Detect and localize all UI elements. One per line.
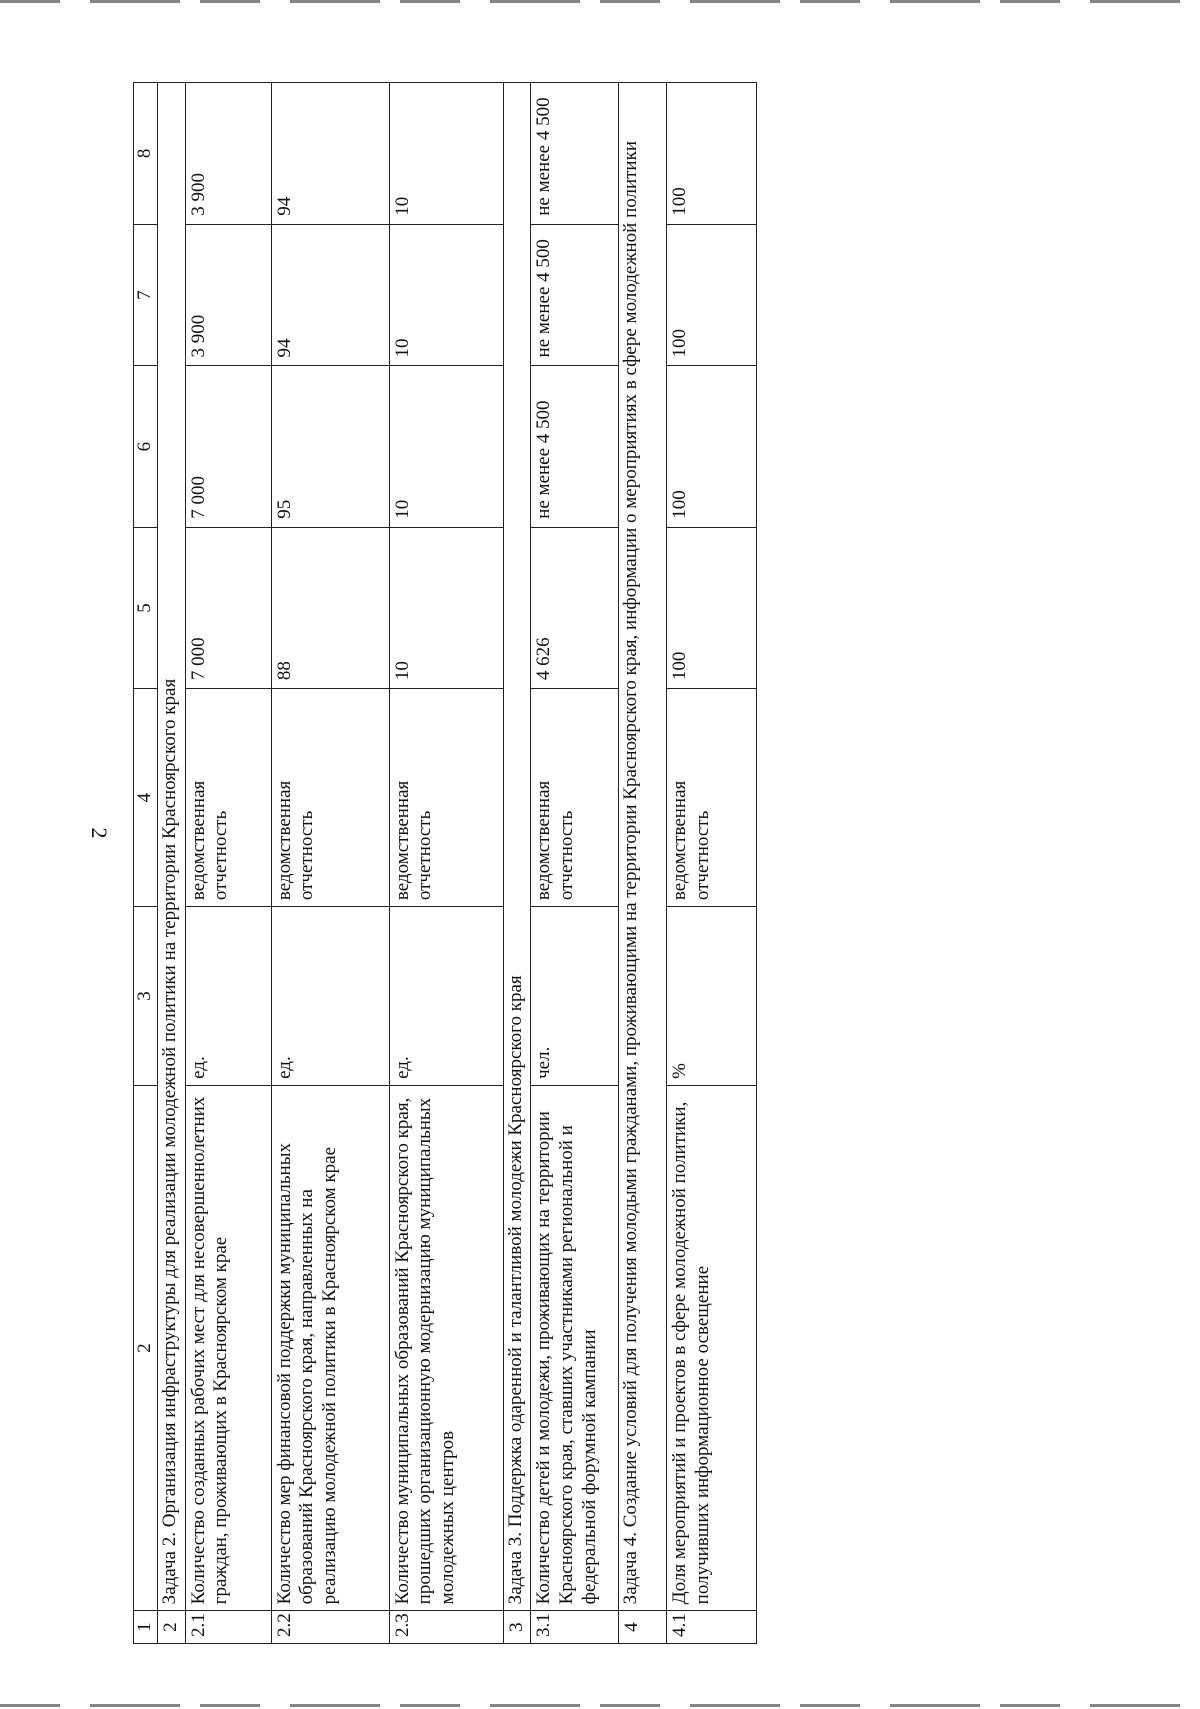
row-number: 3.1	[531, 1611, 619, 1644]
table-row	[389, 83, 503, 1644]
value-cell: 100	[667, 83, 757, 225]
table-row	[185, 83, 271, 1644]
row-number: 4	[619, 1611, 667, 1644]
indicator-name: Количество детей и молодежи, проживающих на территории Красноярского края, ставших участниками региональной и федеральной форумной кампании	[531, 1085, 619, 1610]
header-cell: 1	[134, 1611, 158, 1644]
table-row	[667, 83, 757, 1644]
source-cell: ведомственная отчетность	[389, 689, 503, 907]
header-cell: 7	[134, 224, 158, 366]
unit-cell: ед.	[271, 907, 389, 1086]
task-row	[619, 83, 667, 1644]
value-cell: 94	[271, 83, 389, 225]
table-row	[271, 83, 389, 1644]
value-cell: 4 626	[531, 527, 619, 688]
source-cell: ведомственная отчетность	[185, 689, 271, 907]
row-number: 2.3	[389, 1611, 503, 1644]
scan-edge-top	[0, 0, 1200, 3]
value-cell: 94	[271, 224, 389, 366]
header-cell: 8	[134, 83, 158, 225]
indicators-table	[133, 82, 757, 1644]
value-cell: 3 900	[185, 83, 271, 225]
value-cell: 10	[389, 527, 503, 688]
unit-cell: чел.	[531, 907, 619, 1086]
value-cell: 100	[667, 527, 757, 688]
task-title: Задача 3. Поддержка одаренной и талантливой молодежи Красноярского края	[503, 83, 531, 1611]
value-cell: 95	[271, 366, 389, 527]
value-cell: не менее 4 500	[531, 83, 619, 225]
header-cell: 4	[134, 689, 158, 907]
source-cell: ведомственная отчетность	[667, 689, 757, 907]
header-cell: 2	[134, 1085, 158, 1610]
source-cell: ведомственная отчетность	[531, 689, 619, 907]
row-number: 2	[157, 1611, 185, 1644]
indicator-name: Количество муниципальных образований Красноярского края, прошедших организационную модернизацию муниципальных молодежных центров	[389, 1085, 503, 1610]
table-region	[133, 82, 778, 1644]
table-row	[531, 83, 619, 1644]
unit-cell: %	[667, 907, 757, 1086]
header-row	[134, 83, 158, 1644]
value-cell: 3 900	[185, 224, 271, 366]
unit-cell: ед.	[185, 907, 271, 1086]
page-number: 2	[87, 827, 112, 839]
scan-edge-bottom	[0, 1704, 1200, 1707]
row-number: 3	[503, 1611, 531, 1644]
value-cell: 88	[271, 527, 389, 688]
value-cell: не менее 4 500	[531, 224, 619, 366]
value-cell: 10	[389, 366, 503, 527]
row-number: 2.1	[185, 1611, 271, 1644]
row-number: 4.1	[667, 1611, 757, 1644]
header-cell: 6	[134, 366, 158, 527]
indicator-name: Доля мероприятий и проектов в сфере молодежной политики, получивших информационное освещение	[667, 1085, 757, 1610]
task-title: Задача 4. Создание условий для получения молодыми гражданами, проживающими на территории Красноярского края, информации о мероприятиях в сфере молодежной политики	[619, 83, 667, 1611]
header-cell: 5	[134, 527, 158, 688]
value-cell: 10	[389, 83, 503, 225]
value-cell: 7 000	[185, 527, 271, 688]
header-cell: 3	[134, 907, 158, 1086]
rotated-table-wrapper	[133, 82, 778, 1644]
value-cell: не менее 4 500	[531, 366, 619, 527]
task-row	[503, 83, 531, 1644]
task-row	[157, 83, 185, 1644]
unit-cell: ед.	[389, 907, 503, 1086]
task-title: Задача 2. Организация инфраструктуры для реализации молодежной политики на территории Красноярского края	[157, 83, 185, 1611]
row-number: 2.2	[271, 1611, 389, 1644]
value-cell: 7 000	[185, 366, 271, 527]
value-cell: 100	[667, 224, 757, 366]
value-cell: 10	[389, 224, 503, 366]
source-cell: ведомственная отчетность	[271, 689, 389, 907]
indicator-name: Количество созданных рабочих мест для несовершеннолетних граждан, проживающих в Красноярском крае	[185, 1085, 271, 1610]
value-cell: 100	[667, 366, 757, 527]
indicator-name: Количество мер финансовой поддержки муниципальных образований Красноярского края, направленных на реализацию молодежной политики в Красноярском крае	[271, 1085, 389, 1610]
